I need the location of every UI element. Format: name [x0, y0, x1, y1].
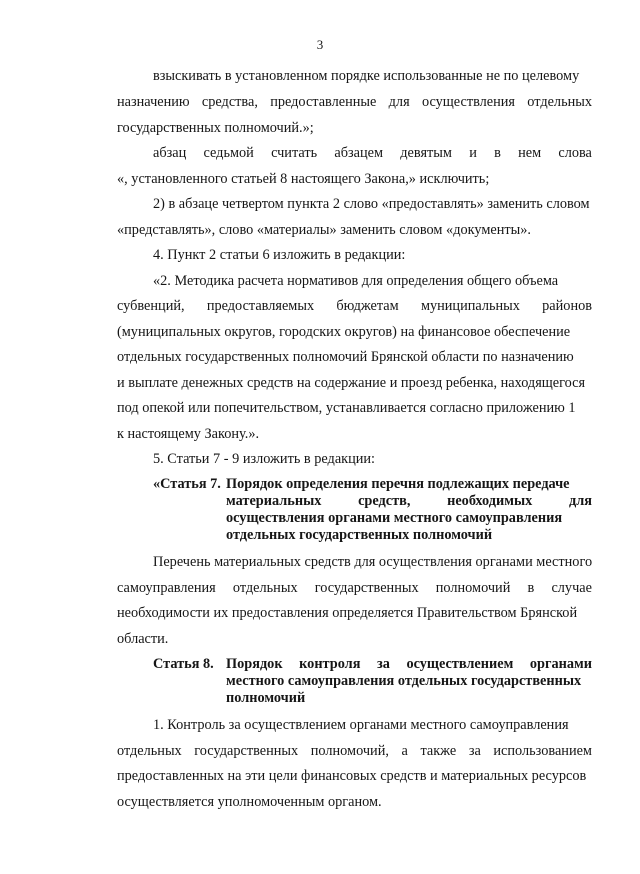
word: для [388, 94, 410, 110]
text-line-justified [153, 144, 592, 162]
text-line: отдельных государственных полномочий Брянской области по назначению [117, 349, 574, 365]
word: абзац [153, 145, 187, 161]
text-line-justified [117, 742, 592, 760]
text-line: (муниципальных округов, городских округов) на финансовое обеспечение [117, 324, 571, 340]
article-8-label: Статья 8. [153, 656, 214, 672]
word: назначению [117, 94, 190, 110]
word: полномочий, [310, 743, 389, 759]
word: в [494, 145, 501, 161]
text-line: Перечень материальных средств для осуществления органами местного [153, 554, 593, 570]
word: абзацем [334, 145, 384, 161]
article-8-title-line: местного самоуправления отдельных государственных [226, 673, 582, 689]
word: районов [542, 298, 592, 314]
text-line: 4. Пункт 2 статьи 6 изложить в редакции: [153, 247, 406, 263]
word: муниципальных [420, 298, 520, 314]
word: нем [518, 145, 542, 161]
text-line: к настоящему Закону.». [117, 426, 260, 442]
word: самоуправления [117, 580, 216, 596]
page-number: 3 [316, 37, 324, 52]
text-line: взыскивать в установленном порядке использованные не по целевому [153, 68, 580, 84]
text-line: необходимости их предоставления определяется Правительством Брянской [117, 605, 578, 621]
word: слова [558, 145, 592, 161]
text-line: «, установленного статьей 8 настоящего Закона,» исключить; [117, 171, 490, 187]
word: государственных [314, 580, 419, 596]
word: осуществления [421, 94, 515, 110]
text-line-justified [117, 579, 592, 597]
text-line: предоставленных на эти цели финансовых средств и материальных ресурсов [117, 768, 587, 784]
word: случае [551, 580, 592, 596]
word: необходимых [447, 493, 533, 509]
article-7-label: «Статья 7. [153, 476, 221, 492]
text-line: «2. Методика расчета нормативов для определения общего объема [153, 273, 559, 289]
word: субвенций, [117, 298, 185, 314]
article-8-title-line: полномочий [226, 690, 306, 706]
word: девятым [400, 145, 452, 161]
word: материальных [226, 493, 322, 509]
text-line: «представлять», слово «материалы» заменить словом «документы». [117, 222, 531, 238]
article-7-title-line: отдельных государственных полномочий [226, 527, 493, 543]
text-line: под опекой или попечительством, устанавливается согласно приложению 1 [117, 400, 576, 416]
article-7-title-line: осуществления органами местного самоуправления [226, 510, 563, 526]
word: осуществлением [406, 656, 514, 672]
word: отдельных [527, 94, 592, 110]
article-8-title-line-justified [226, 655, 592, 673]
text-line: 1. Контроль за осуществлением органами местного самоуправления [153, 717, 569, 733]
word: средств, [358, 493, 411, 509]
word: контроля [299, 656, 361, 672]
word: полномочий [435, 580, 511, 596]
word: государственных [194, 743, 299, 759]
word: использованием [493, 743, 592, 759]
word: за [376, 656, 390, 672]
word: средства, [201, 94, 258, 110]
article-7-title-line: Порядок определения перечня подлежащих передаче [226, 476, 570, 492]
word: в [527, 580, 535, 596]
word: органами [529, 656, 592, 672]
word: бюджетам [336, 298, 399, 314]
word: предоставленные [270, 94, 377, 110]
text-line-justified [117, 93, 592, 111]
word: Порядок [226, 656, 283, 672]
text-line: 5. Статьи 7 - 9 изложить в редакции: [153, 451, 376, 467]
word: за [468, 743, 481, 759]
word: для [568, 493, 592, 509]
word: считать [271, 145, 318, 161]
text-line: государственных полномочий.»; [117, 120, 314, 136]
word: также [420, 743, 457, 759]
word: отдельных [117, 743, 182, 759]
word: отдельных [232, 580, 298, 596]
word: предоставляемых [206, 298, 315, 314]
word: и [469, 145, 477, 161]
text-line: и выплате денежных средств на содержание и проезд ребенка, находящегося [117, 375, 586, 391]
word: а [401, 743, 408, 759]
text-line: области. [117, 631, 169, 647]
word: седьмой [203, 145, 254, 161]
text-line: 2) в абзаце четвертом пункта 2 слово «предоставлять» заменить словом [153, 196, 590, 212]
text-line: осуществляется уполномоченным органом. [117, 794, 382, 810]
text-line-justified [117, 297, 592, 315]
article-7-title-line-justified [226, 492, 592, 510]
